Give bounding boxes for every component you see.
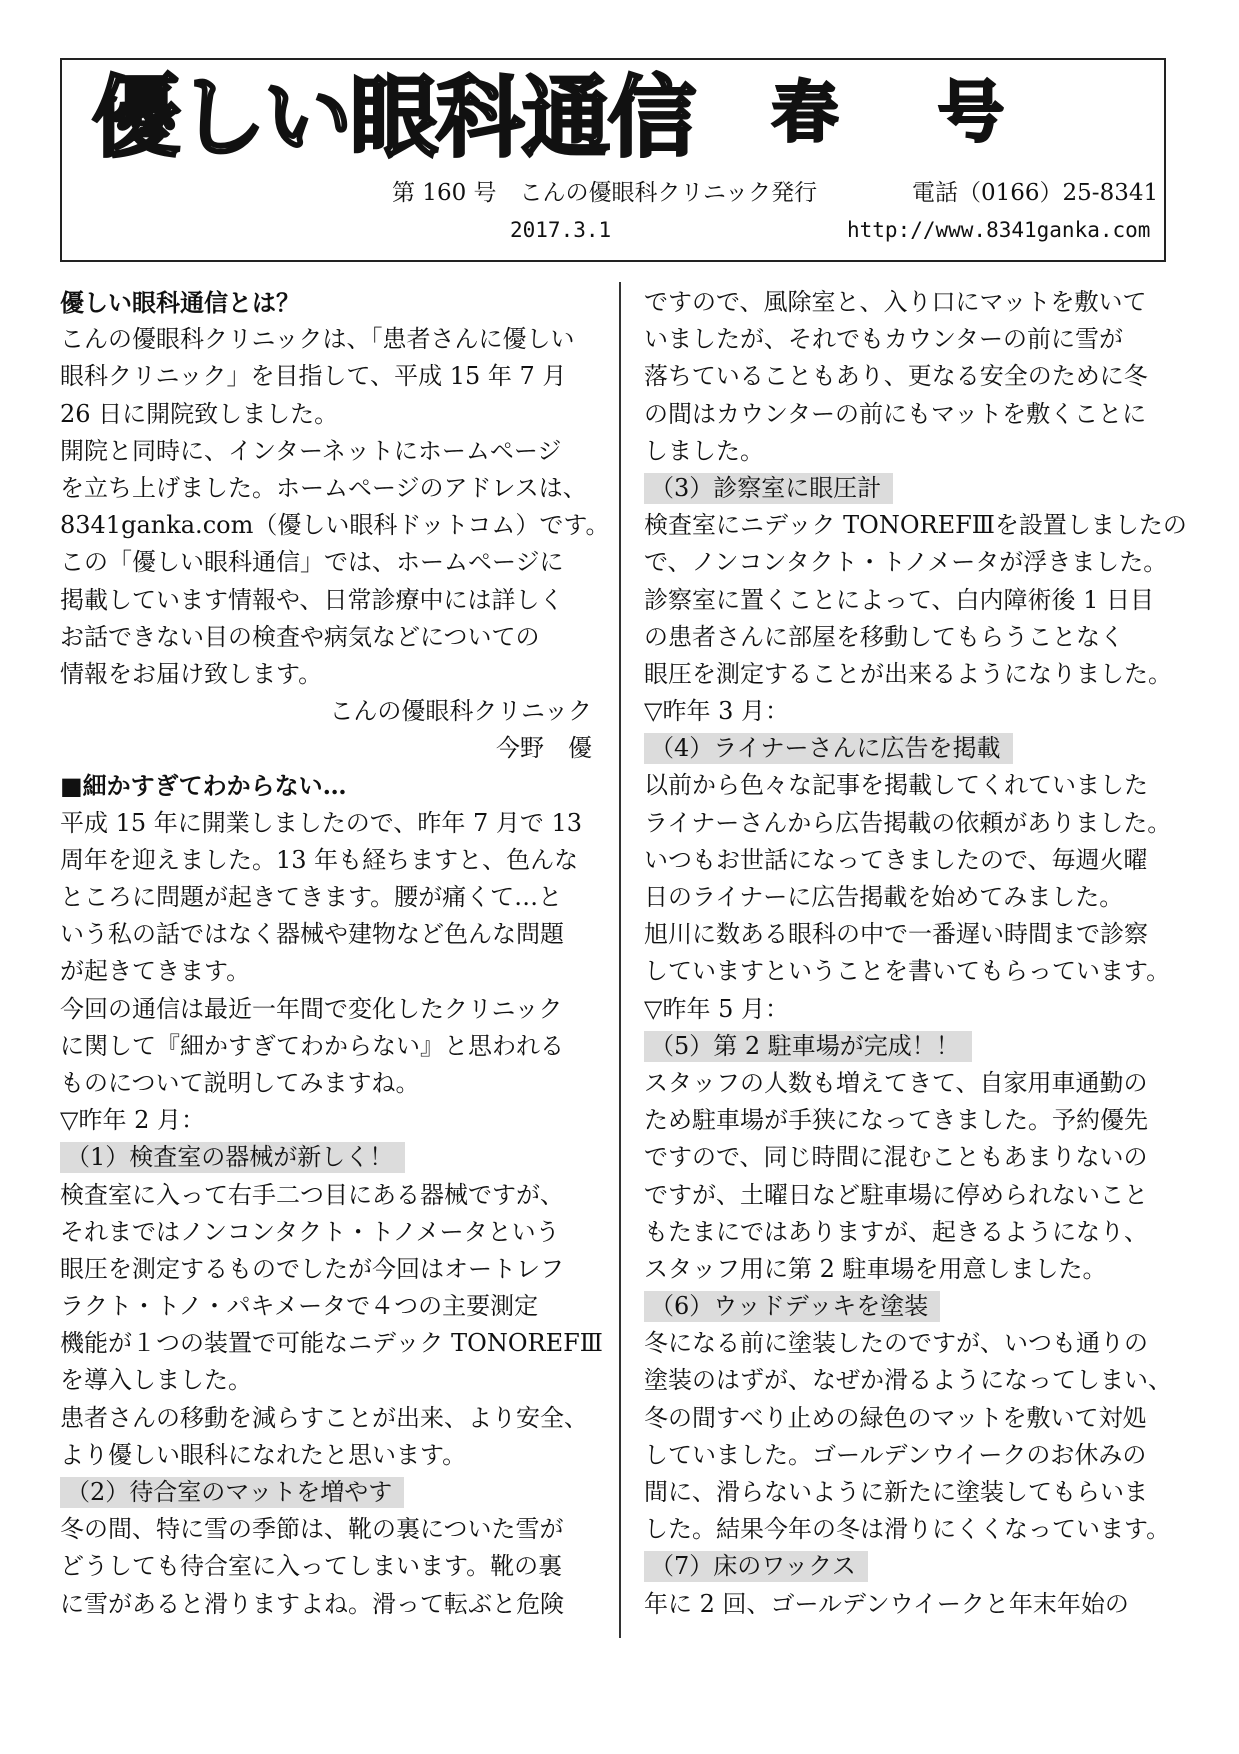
subheading: （4）ライナーさんに広告を掲載 bbox=[644, 733, 1013, 764]
text-line: 冬の間、特に雪の季節は、靴の裏についた雪が bbox=[60, 1515, 564, 1544]
issue-date: 2017.3.1 bbox=[510, 218, 612, 242]
text-line: していますということを書いてもらっています。 bbox=[644, 957, 1171, 986]
text-line: ラクト・トノ・パキメータで４つの主要測定 bbox=[60, 1292, 539, 1321]
phone-number: 電話（0166）25-8341 bbox=[912, 180, 1159, 206]
text-line: もたまにではありますが、起きるようになり、 bbox=[644, 1217, 1148, 1246]
text-line: を導入しました。 bbox=[60, 1366, 252, 1395]
text-line: 眼科クリニック」を目指して、平成 15 年 7 月 bbox=[60, 362, 567, 391]
text-line: 冬の間すべり止めの緑色のマットを敷いて対処 bbox=[644, 1403, 1147, 1432]
subheading-row bbox=[644, 1028, 1189, 1065]
text-line: していました。ゴールデンウイークのお休みの bbox=[644, 1440, 1147, 1469]
clinic-signature: こんの優眼科クリニック bbox=[329, 697, 592, 726]
author-signature: 今野 優 bbox=[496, 734, 592, 763]
website-url[interactable]: http://www.8341ganka.com bbox=[847, 218, 1151, 242]
text-line: どうしても待合室に入ってしまいます。靴の裏 bbox=[60, 1552, 563, 1581]
subheading-row bbox=[644, 730, 1189, 767]
text-line: 診察室に置くことによって、白内障術後 1 日目 bbox=[644, 585, 1155, 614]
text-line: 情報をお届け致します。 bbox=[60, 659, 323, 688]
text-line: 塗装のはずが、なぜか滑るようになってしまい、 bbox=[644, 1366, 1172, 1395]
right-column bbox=[644, 284, 1189, 1623]
text-line: ですので、同じ時間に混むこともあまりないの bbox=[644, 1143, 1148, 1172]
date-marker: ▽昨年 5 月： bbox=[644, 994, 789, 1023]
text-line: の間はカウンターの前にもマットを敷くことに bbox=[644, 399, 1147, 428]
text-line: いう私の話ではなく器械や建物など色んな問題 bbox=[60, 920, 564, 949]
text-line: 旭川に数ある眼科の中で一番遅い時間まで診察 bbox=[644, 920, 1148, 949]
section-heading: ■細かすぎてわからない… bbox=[60, 771, 347, 801]
subheading: （6）ウッドデッキを塗装 bbox=[644, 1291, 940, 1322]
text-line: お話できない目の検査や病気などについての bbox=[60, 622, 540, 651]
subheading-row bbox=[644, 470, 1189, 507]
text-line: 26 日に開院致しました。 bbox=[60, 399, 339, 428]
subheading-row bbox=[60, 1139, 600, 1176]
text-line: 以前から色々な記事を掲載してくれていました bbox=[644, 771, 1148, 800]
text-line: 機能が１つの装置で可能なニデック TONOREFⅢ bbox=[60, 1329, 603, 1358]
text-line: の患者さんに部屋を移動してもらうことなく bbox=[644, 622, 1124, 651]
text-line: それまではノンコンタクト・トノメータという bbox=[60, 1217, 560, 1246]
subheading-row bbox=[644, 1548, 1189, 1585]
text-line: で、ノンコンタクト・トノメータが浮きました。 bbox=[644, 548, 1168, 577]
column-divider bbox=[619, 282, 621, 1638]
text-line: ですが、土曜日など駐車場に停められないこと bbox=[644, 1180, 1148, 1209]
text-line: 検査室にニデック TONOREFⅢを設置しましたの bbox=[644, 511, 1187, 540]
text-line: いましたが、それでもカウンターの前に雪が bbox=[644, 325, 1124, 354]
text-line: スタッフ用に第 2 駐車場を用意しました。 bbox=[644, 1254, 1107, 1283]
text-line: 眼圧を測定するものでしたが今回はオートレフ bbox=[60, 1254, 564, 1283]
masthead-title: 優しい眼科通信 bbox=[92, 66, 695, 169]
subheading-row bbox=[644, 1288, 1189, 1325]
text-line: 落ちていることもあり、更なる安全のために冬 bbox=[644, 362, 1148, 391]
text-line: こんの優眼科クリニックは、「患者さんに優しい bbox=[60, 325, 575, 354]
text-line: ところに問題が起きてきます。腰が痛くて…と bbox=[60, 883, 563, 911]
text-line: した。結果今年の冬は滑りにくくなっています。 bbox=[644, 1515, 1171, 1544]
text-line: を立ち上げました。ホームページのアドレスは、 bbox=[60, 473, 587, 502]
masthead bbox=[60, 58, 1166, 262]
masthead-season: 春号 bbox=[772, 74, 1104, 151]
text-line: 今回の通信は最近一年間で変化したクリニック bbox=[60, 994, 563, 1023]
text-line: しました。 bbox=[644, 436, 764, 465]
text-line: スタッフの人数も増えてきて、自家用車通勤の bbox=[644, 1068, 1148, 1097]
text-line: この「優しい眼科通信」では、ホームページに bbox=[60, 548, 564, 577]
text-line: 患者さんの移動を減らすことが出来、より安全、 bbox=[60, 1403, 588, 1432]
date-marker: ▽昨年 2 月： bbox=[60, 1106, 205, 1135]
text-line: 日のライナーに広告掲載を始めてみました。 bbox=[644, 883, 1124, 911]
text-line: 間に、滑らないように新たに塗装してもらいま bbox=[644, 1478, 1148, 1506]
date-marker: ▽昨年 3 月： bbox=[644, 697, 789, 726]
text-line: ものについて説明してみますね。 bbox=[60, 1068, 420, 1097]
section-heading: 優しい眼科通信とは？ bbox=[60, 288, 300, 317]
issue-info: 第 160 号 こんの優眼科クリニック発行 bbox=[392, 180, 818, 206]
text-line: 8341ganka.com（優しい眼科ドットコム）です。 bbox=[60, 511, 610, 540]
text-line: ライナーさんから広告掲載の依頼がありました。 bbox=[644, 808, 1172, 837]
text-line: 開院と同時に、インターネットにホームページ bbox=[60, 436, 562, 465]
text-line: 年に 2 回、ゴールデンウイークと年末年始の bbox=[644, 1589, 1129, 1618]
subheading: （2）待合室のマットを増やす bbox=[60, 1477, 404, 1508]
text-line: ため駐車場が手狭になってきました。予約優先 bbox=[644, 1106, 1148, 1135]
text-line: に雪があると滑りますよね。滑って転ぶと危険 bbox=[60, 1589, 564, 1618]
subheading: （1）検査室の器械が新しく！ bbox=[60, 1142, 405, 1173]
text-line: 平成 15 年に開業しましたので、昨年 7 月で 13 bbox=[60, 808, 583, 837]
text-line: いつもお世話になってきましたので、毎週火曜 bbox=[644, 845, 1148, 874]
subheading: （3）診察室に眼圧計 bbox=[644, 473, 893, 504]
left-column bbox=[60, 284, 610, 1623]
text-line: 検査室に入って右手二つ目にある器械ですが、 bbox=[60, 1180, 564, 1209]
text-line: に関して『細かすぎてわからない』と思われる bbox=[60, 1031, 564, 1060]
text-line: 冬になる前に塗装したのですが、いつも通りの bbox=[644, 1329, 1148, 1358]
text-line: ですので、風除室と、入り口にマットを敷いて bbox=[644, 288, 1147, 316]
subheading: （5）第 2 駐車場が完成！！ bbox=[644, 1031, 972, 1062]
text-line: 周年を迎えました。13 年も経ちますと、色んな bbox=[60, 845, 579, 874]
text-line: 掲載しています情報や、日常診療中には詳しく bbox=[60, 585, 564, 614]
text-line: 眼圧を測定することが出来るようになりました。 bbox=[644, 659, 1172, 688]
subheading-row bbox=[60, 1474, 600, 1511]
text-line: が起きてきます。 bbox=[60, 957, 251, 986]
subheading: （7）床のワックス bbox=[644, 1551, 868, 1582]
text-line: より優しい眼科になれたと思います。 bbox=[60, 1440, 467, 1469]
